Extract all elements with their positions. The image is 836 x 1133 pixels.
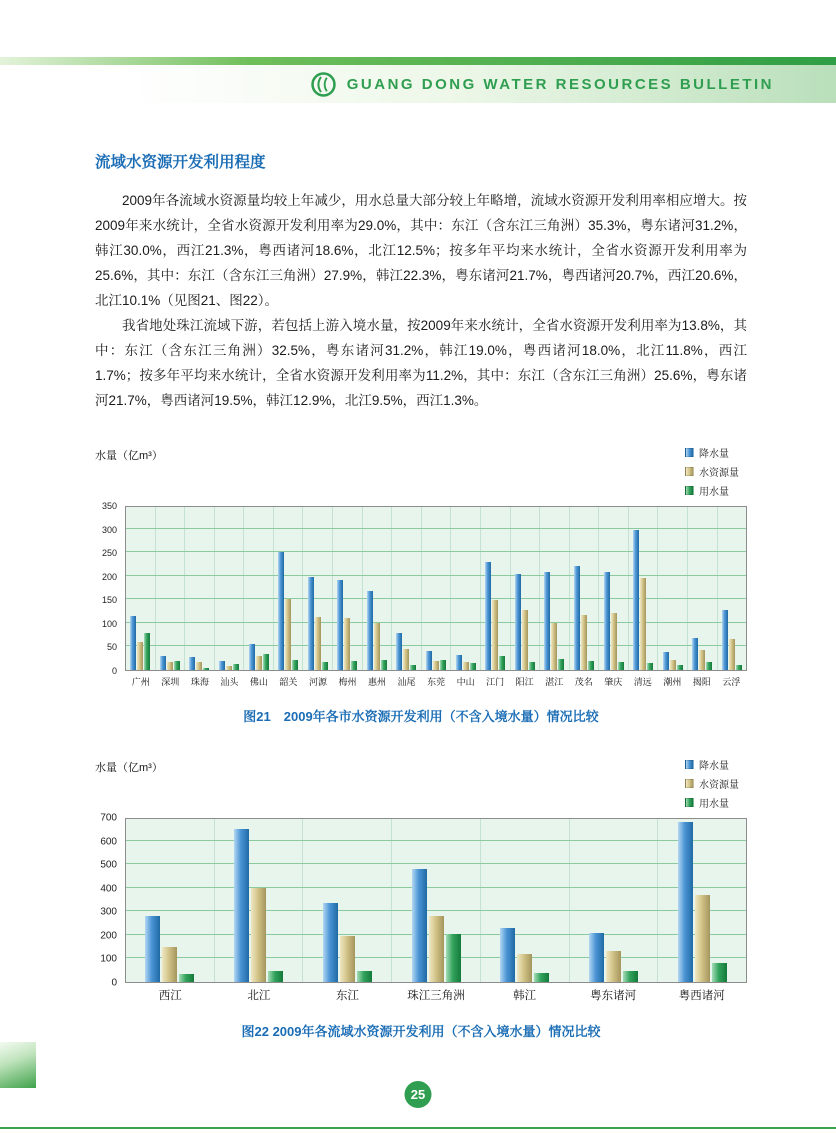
x-axis-label: 广州 [131, 677, 150, 687]
chart-header [95, 445, 747, 498]
legend-item [685, 445, 739, 460]
footer-rule [0, 1127, 836, 1129]
x-axis-label: 湛江 [545, 677, 564, 687]
bar-用水量 [677, 665, 683, 670]
header-accent-stripe [0, 57, 836, 65]
y-tick-label: 200 [100, 930, 117, 942]
gridline [126, 840, 746, 841]
legend-item [685, 757, 739, 772]
page-header [0, 57, 836, 103]
bar-降水量 [412, 869, 427, 982]
bar-水资源量 [606, 951, 621, 982]
bar-降水量 [278, 552, 284, 670]
x-axis-label: 汕头 [220, 677, 239, 687]
bar-水资源量 [226, 666, 232, 670]
x-axis-label: 揭阳 [692, 677, 711, 687]
y-tick-label: 500 [100, 859, 117, 871]
figure-22-caption: 图22 2009年各流域水资源开发利用（不含入境水量）情况比较 [241, 1024, 601, 1039]
legend-label: 水资源量 [699, 468, 739, 479]
y-tick-label: 600 [100, 836, 117, 848]
x-axis-label: 茂名 [574, 677, 593, 687]
y-tick-label: 50 [106, 642, 117, 653]
gridline [126, 910, 746, 911]
y-tick-label: 200 [101, 571, 117, 582]
x-axis-label: 粤西诸河 [678, 990, 725, 1002]
x-axis-labels [126, 987, 746, 1003]
bar-用水量 [263, 654, 269, 670]
figure-21-caption: 图21 2009年各市水资源开发利用（不含入境水量）情况比较 [243, 709, 599, 724]
bar-降水量 [722, 610, 728, 670]
legend-label: 降水量 [699, 761, 729, 772]
bar-降水量 [485, 562, 491, 670]
plot-canvas [125, 506, 747, 671]
bar-水资源量 [344, 618, 350, 670]
bar-降水量 [323, 903, 338, 982]
bar-用水量 [736, 665, 742, 670]
bar-水资源量 [256, 656, 262, 670]
bar-用水量 [381, 660, 387, 670]
bar-水资源量 [729, 639, 735, 670]
y-tick-label: 100 [100, 953, 117, 965]
bar-用水量 [174, 661, 180, 670]
bar-水资源量 [162, 947, 177, 982]
x-axis-label: 深圳 [161, 677, 180, 687]
gridline [126, 645, 746, 646]
bar-降水量 [234, 829, 249, 982]
legend-swatch-icon [685, 448, 694, 457]
x-axis-label: 韩江 [513, 990, 537, 1002]
bar-降水量 [663, 652, 669, 670]
legend-item [685, 795, 739, 810]
y-axis-unit-label: 水量（亿m³） [95, 450, 163, 462]
x-axis-label: 佛山 [249, 677, 268, 687]
gridline [126, 575, 746, 576]
bar-水资源量 [670, 660, 676, 670]
bar-水资源量 [374, 623, 380, 670]
x-axis-label: 河源 [308, 677, 327, 687]
bar-用水量 [647, 663, 653, 670]
bar-水资源量 [251, 888, 266, 982]
y-tick-label: 400 [100, 883, 117, 895]
legend-swatch-icon [685, 760, 694, 769]
legend-swatch-icon [685, 779, 694, 788]
bar-用水量 [144, 633, 150, 670]
bar-水资源量 [640, 578, 646, 670]
bar-用水量 [357, 971, 372, 982]
x-axis-label: 阳江 [515, 677, 534, 687]
bar-降水量 [604, 572, 610, 670]
y-tick-label: 100 [101, 618, 117, 629]
page-number-badge [405, 1081, 432, 1108]
bar-降水量 [633, 530, 639, 670]
legend-swatch-icon [685, 798, 694, 807]
legend-swatch-icon [685, 486, 694, 495]
y-axis-unit-label: 水量（亿m³） [95, 762, 163, 774]
bar-降水量 [515, 574, 521, 670]
bar-水资源量 [581, 615, 587, 670]
x-axis-label: 江门 [486, 677, 505, 687]
bar-降水量 [145, 916, 160, 982]
y-tick-label: 700 [100, 812, 117, 824]
y-tick-label: 0 [111, 977, 117, 989]
bar-水资源量 [137, 642, 143, 670]
bar-水资源量 [433, 661, 439, 670]
header-band [0, 65, 836, 103]
bulletin-logo-icon [310, 71, 337, 98]
gridline [126, 528, 746, 529]
bar-用水量 [440, 660, 446, 670]
bar-降水量 [500, 928, 515, 982]
chart-header [95, 757, 747, 810]
x-axis-label: 汕尾 [397, 677, 416, 687]
chart-legend [685, 757, 739, 810]
x-axis-label: 韶关 [279, 677, 298, 687]
section-title: 流域水资源开发利用程度 [95, 154, 266, 171]
bar-用水量 [534, 973, 549, 982]
page-number: 25 [410, 1087, 426, 1102]
plot-area [95, 812, 747, 989]
x-axis-label: 珠海 [190, 677, 209, 687]
y-tick-label: 250 [101, 548, 117, 559]
legend-label: 用水量 [699, 487, 729, 498]
x-axis-label: 东莞 [427, 677, 446, 687]
legend-label: 用水量 [699, 799, 729, 810]
bar-降水量 [544, 572, 550, 670]
bar-降水量 [308, 577, 314, 670]
bar-水资源量 [517, 954, 532, 982]
y-tick-label: 300 [100, 906, 117, 918]
bar-用水量 [499, 656, 505, 670]
bar-降水量 [396, 633, 402, 670]
page-content [95, 150, 747, 1040]
x-axis-label: 东江 [335, 990, 359, 1002]
bar-用水量 [618, 662, 624, 670]
bar-用水量 [351, 661, 357, 670]
legend-item [685, 483, 739, 498]
gridline [126, 863, 746, 864]
y-axis-ticks [95, 812, 125, 989]
y-tick-label: 300 [101, 524, 117, 535]
bar-用水量 [623, 971, 638, 982]
legend-label: 水资源量 [699, 780, 739, 791]
paragraph-2: 我省地处珠江流域下游，若包括上游入境水量，按2009年来水统计，全省水资源开发利用率为13.8%，其中：东江（含东江三角洲）32.5%，粤东诸河31.2%，韩江19.0%，粤西诸河18.0%，北江11.8%，西江1.7%；按多年平均来水统计，全省水资源开发利用率为11.2%，其中：东江（含东江三角洲）25.6%，粤东诸河21.7%，粤西诸河19.5%，韩江12.9%，北江9.5%，西江1.3%。 [95, 318, 747, 408]
bar-降水量 [130, 616, 136, 670]
bar-降水量 [367, 591, 373, 670]
x-axis-label: 中山 [456, 677, 475, 687]
bar-水资源量 [196, 662, 202, 670]
bar-用水量 [470, 663, 476, 670]
bar-用水量 [179, 974, 194, 982]
bar-水资源量 [167, 662, 173, 670]
x-axis-label: 北江 [247, 990, 271, 1002]
bar-水资源量 [315, 617, 321, 670]
legend-swatch-icon [685, 467, 694, 476]
x-axis-label: 粤东诸河 [590, 990, 637, 1002]
bar-水资源量 [522, 610, 528, 670]
y-axis-ticks [95, 501, 125, 676]
x-axis-labels [126, 675, 746, 688]
x-axis-label: 梅州 [338, 677, 357, 687]
bar-降水量 [456, 655, 462, 670]
legend-item [685, 464, 739, 479]
x-axis-label: 珠江三角洲 [407, 990, 465, 1002]
x-axis-label: 惠州 [368, 677, 387, 687]
bar-降水量 [692, 638, 698, 670]
x-axis-label: 云浮 [722, 677, 741, 687]
bar-水资源量 [492, 600, 498, 670]
bar-用水量 [706, 662, 712, 670]
bar-水资源量 [551, 623, 557, 670]
y-tick-label: 0 [111, 666, 117, 676]
x-axis-label: 潮州 [663, 677, 682, 687]
bar-降水量 [249, 644, 255, 670]
chart-figure-22 [95, 757, 747, 1040]
bar-用水量 [558, 659, 564, 670]
bar-用水量 [203, 668, 209, 670]
bar-水资源量 [340, 936, 355, 982]
gridline [126, 551, 746, 552]
bar-降水量 [189, 657, 195, 670]
corner-decoration [0, 1042, 36, 1088]
gridline [126, 598, 746, 599]
gridline [126, 887, 746, 888]
bar-用水量 [529, 662, 535, 670]
y-tick-label: 350 [101, 501, 117, 511]
bar-用水量 [233, 664, 239, 670]
plot-area [95, 501, 747, 676]
legend-item [685, 776, 739, 791]
bar-水资源量 [429, 916, 444, 982]
x-axis-label: 西江 [158, 990, 182, 1002]
paragraph-1: 2009年各流域水资源量均较上年减少，用水总量大部分较上年略增，流域水资源开发利用率相应增大。按2009年来水统计，全省水资源开发利用率为29.0%，其中：东江（含东江三角洲）35.3%，粤东诸河31.2%，韩江30.0%，西江21.3%，粤西诸河18.6%，北江12.5%；按多年平均来水统计，全省水资源开发利用率为25.6%，其中：东江（含东江三角洲）27.9%，韩江22.3%，粤东诸河21.7%，粤西诸河20.7%，西江20.6%，北江10.1%（见图21、图22）。 [95, 193, 747, 308]
bar-用水量 [588, 661, 594, 670]
bar-降水量 [678, 822, 693, 982]
x-axis-label: 肇庆 [604, 677, 623, 687]
bar-水资源量 [463, 662, 469, 670]
y-tick-label: 150 [101, 595, 117, 606]
bar-用水量 [292, 660, 298, 670]
bar-降水量 [337, 580, 343, 671]
bar-水资源量 [611, 613, 617, 670]
bar-用水量 [322, 662, 328, 670]
bulletin-title: GUANG DONG WATER RESOURCES BULLETIN [346, 75, 774, 93]
bar-降水量 [160, 656, 166, 670]
bar-水资源量 [403, 649, 409, 670]
bar-用水量 [410, 665, 416, 670]
legend-label: 降水量 [699, 449, 729, 460]
gridline [126, 622, 746, 623]
bar-用水量 [446, 934, 461, 982]
bar-降水量 [426, 651, 432, 670]
bar-水资源量 [699, 650, 705, 670]
plot-canvas [125, 818, 747, 983]
bar-水资源量 [695, 895, 710, 982]
bar-降水量 [589, 933, 604, 983]
bar-用水量 [268, 971, 283, 982]
bar-水资源量 [285, 599, 291, 670]
chart-legend [685, 445, 739, 498]
chart-figure-21 [95, 445, 747, 725]
x-axis-label: 清远 [633, 677, 652, 687]
bar-降水量 [574, 566, 580, 670]
bar-用水量 [712, 963, 727, 982]
bar-降水量 [219, 661, 225, 670]
